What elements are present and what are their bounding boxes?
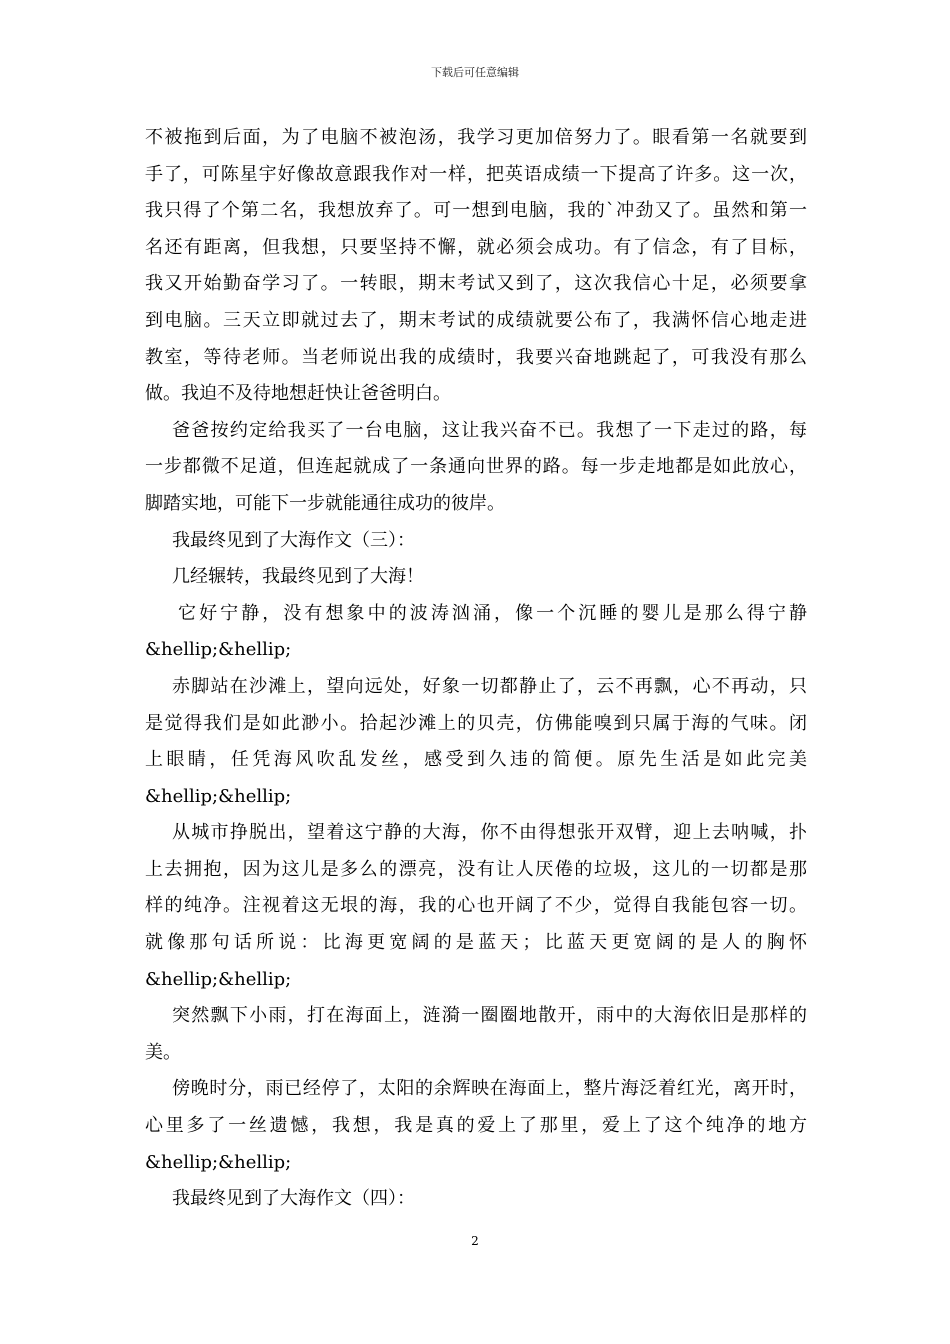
text-line: 上去拥抱，因为这儿是多么的漂亮，没有让人厌倦的垃圾，这儿的一切都是那: [145, 858, 807, 880]
text-line: 就像那句话所说：比海更宽阔的是蓝天；比蓝天更宽阔的是人的胸怀: [145, 932, 807, 954]
text-line: 手了，可陈星宇好像故意跟我作对一样，把英语成绩一下提高了许多。这一次，: [145, 163, 807, 185]
text-line: 名还有距离，但我想，只要坚持不懈，就必须会成功。有了信念，有了目标，: [145, 236, 807, 258]
page-header: 下载后可任意编辑: [431, 66, 519, 79]
text-line: &hellip;&hellip;: [145, 968, 292, 990]
text-line: 到电脑。三天立即就过去了，期末考试的成绩就要公布了，我满怀信心地走进: [145, 309, 807, 331]
paragraph-start-line: 爸爸按约定给我买了一台电脑，这让我兴奋不已。我想了一下走过的路，每: [172, 419, 807, 441]
text-line: 是觉得我们是如此渺小。拾起沙滩上的贝壳，仿佛能嗅到只属于海的气味。闭: [145, 712, 807, 734]
paragraph-start-line: 傍晚时分，雨已经停了，太阳的余辉映在海面上，整片海泛着红光，离开时，: [172, 1078, 807, 1100]
text-line: 美。: [145, 1041, 181, 1063]
paragraph-start-line: 几经辗转，我最终见到了大海！: [172, 566, 424, 588]
paragraph-start-line: 它好宁静，没有想象中的波涛汹涌，像一个沉睡的婴儿是那么得宁静: [178, 602, 807, 624]
text-line: 做。我迫不及待地想赶快让爸爸明白。: [145, 383, 451, 405]
section-heading: 我最终见到了大海作文（四）：: [172, 1188, 415, 1210]
text-line: 一步都微不足道，但连起就成了一条通向世界的路。每一步走地都是如此放心，: [145, 456, 807, 478]
text-line: 脚踏实地，可能下一步就能通往成功的彼岸。: [145, 492, 505, 514]
text-line: 心里多了一丝遗憾，我想，我是真的爱上了那里，爱上了这个纯净的地方: [145, 1115, 807, 1137]
text-line: &hellip;&hellip;: [145, 785, 292, 807]
document-body: [145, 120, 807, 1218]
paragraph-start-line: 从城市挣脱出，望着这宁静的大海，你不由得想张开双臂，迎上去呐喊，扑: [172, 822, 807, 844]
paragraph-start-line: 赤脚站在沙滩上，望向远处，好象一切都静止了，云不再飘，心不再动，只: [172, 675, 807, 697]
page-number: 2: [471, 1234, 479, 1248]
text-line: 我又开始勤奋学习了。一转眼，期末考试又到了，这次我信心十足，必须要拿: [145, 273, 807, 295]
paragraph-start-line: 突然飘下小雨，打在海面上，涟漪一圈圈地散开，雨中的大海依旧是那样的: [172, 1005, 807, 1027]
text-line: 教室，等待老师。当老师说出我的成绩时，我要兴奋地跳起了，可我没有那么: [145, 346, 807, 368]
text-line: 上眼睛，任凭海风吹乱发丝，感受到久违的简便。原先生活是如此完美: [145, 749, 807, 771]
text-line: &hellip;&hellip;: [145, 1151, 292, 1173]
text-line: &hellip;&hellip;: [145, 639, 292, 661]
section-heading: 我最终见到了大海作文（三）：: [172, 529, 415, 551]
text-line: 样的纯净。注视着这无垠的海，我的心也开阔了不少，觉得自我能包容一切。: [145, 895, 807, 917]
text-line: 我只得了个第二名，我想放弃了。可一想到电脑，我的`冲劲又了。虽然和第一: [145, 200, 807, 222]
text-line: 不被拖到后面，为了电脑不被泡汤，我学习更加倍努力了。眼看第一名就要到: [145, 127, 807, 148]
